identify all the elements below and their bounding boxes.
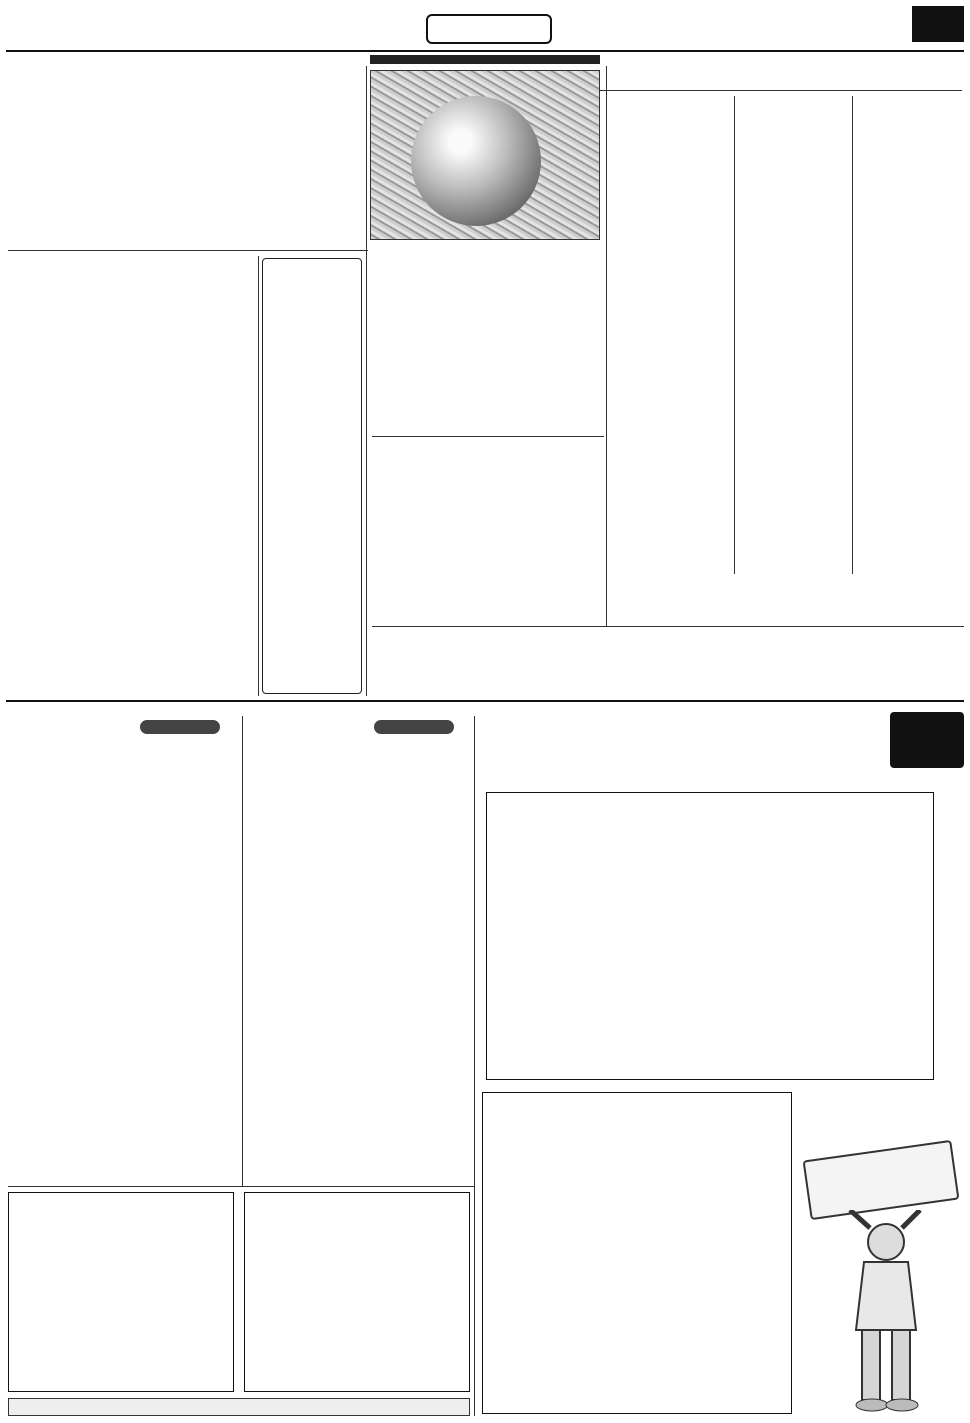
article-kayhan-body [372, 302, 600, 432]
divider [372, 436, 604, 437]
section-title [426, 14, 552, 44]
divider [372, 626, 964, 627]
header-rule [6, 50, 964, 52]
divider [366, 66, 367, 696]
divider [606, 66, 607, 626]
chain-sign-line1 [806, 1152, 951, 1172]
previous-solution-normal-grid [244, 1192, 470, 1392]
article-gouni-box [262, 258, 362, 694]
page-number [912, 6, 964, 42]
divider [474, 716, 475, 1416]
stick-figure-illustration [820, 1210, 950, 1415]
divider [258, 256, 259, 696]
article-jobs-col1 [856, 96, 962, 574]
globe-image [411, 96, 541, 226]
article-jobs-col2 [738, 96, 848, 574]
divider [8, 1186, 474, 1187]
chain-solution-sign [803, 1140, 960, 1220]
normal-clues [248, 740, 468, 1180]
article-jobs-col3 [620, 96, 730, 574]
chain-crossword-grid[interactable] [482, 1092, 792, 1414]
article-gouni-body [267, 267, 357, 647]
section-rule [6, 700, 964, 702]
chain-sign-line2 [806, 1152, 951, 1172]
special-clues [8, 740, 240, 1160]
crossword-number-box [890, 712, 964, 768]
article-scientists-body [8, 124, 364, 246]
morning-strip [370, 55, 600, 64]
previous-solution-special-grid [8, 1192, 234, 1392]
crossword-main-grid[interactable] [486, 792, 934, 1080]
divider [242, 716, 243, 1186]
divider [734, 96, 735, 574]
newspapers-photo [370, 70, 600, 240]
normal-clues-header [374, 720, 454, 734]
article-cleric-body [372, 456, 600, 520]
article-javan-body [372, 648, 964, 696]
divider [852, 96, 853, 574]
divider [8, 250, 368, 251]
article-dollar-body [8, 302, 254, 694]
newspaper-logo [6, 6, 64, 46]
special-clues-header [140, 720, 220, 734]
previous-solution-footer [8, 1398, 470, 1416]
